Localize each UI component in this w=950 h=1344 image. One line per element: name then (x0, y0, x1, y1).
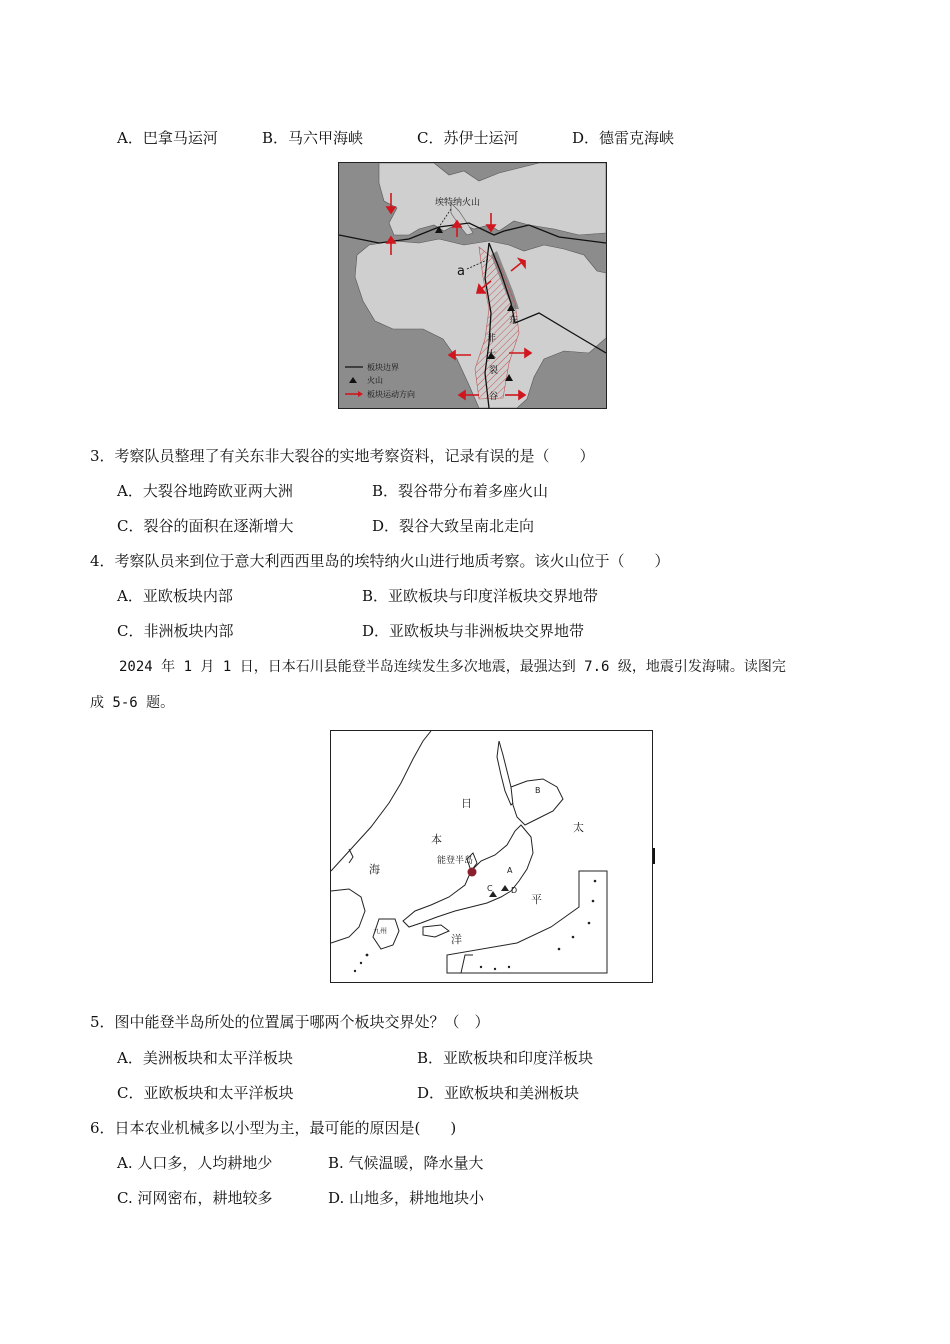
pacific-char-3: 洋 (451, 933, 462, 946)
q2-option-c[interactable]: C．苏伊士运河 (417, 129, 519, 147)
q3-option-a[interactable]: A．大裂谷地跨欧亚两大洲 (117, 482, 293, 500)
japan-map-svg (331, 731, 652, 982)
q4-option-d[interactable]: D．亚欧板块与非洲板块交界地带 (362, 622, 585, 640)
rift-label-char-1: 东 (509, 316, 519, 326)
q4-option-b[interactable]: B．亚欧板块与印度洋板块交界地带 (362, 587, 599, 605)
africa-rift-map (338, 162, 607, 409)
pacific-char-1: 太 (573, 821, 584, 834)
point-b-label: B (535, 786, 541, 795)
q4-option-a[interactable]: A．亚欧板块内部 (117, 587, 233, 605)
q2-option-b[interactable]: B．马六甲海峡 (262, 129, 364, 147)
q4-stem: 4．考察队员来到位于意大利西西里岛的埃特纳火山进行地质考察。该火山位于（ ） (90, 552, 670, 570)
intro-line-2: 成 5-6 题。 (90, 695, 175, 711)
q6-option-d[interactable]: D. 山地多，耕地地块小 (328, 1189, 485, 1207)
africa-rift-map-svg (339, 163, 606, 408)
intro-line-1: 2024 年 1 月 1 日，日本石川县能登半岛连续发生多次地震，最强达到 7.6 级，地震引发海啸。读图完 (119, 659, 786, 675)
korea-coast (331, 889, 365, 943)
shikoku (423, 925, 449, 937)
honshu (403, 825, 533, 927)
legend-direction: 板块运动方向 (367, 390, 415, 399)
rift-label-char-3: 大 (487, 350, 497, 360)
q3-option-c[interactable]: C．裂谷的面积在逐渐增大 (117, 517, 294, 535)
q4-option-c[interactable]: C．非洲板块内部 (117, 622, 234, 640)
q3-option-b[interactable]: B．裂谷带分布着多座火山 (372, 482, 549, 500)
q6-option-c[interactable]: C. 河网密布，耕地较多 (117, 1189, 273, 1207)
q3-stem: 3．考察队员整理了有关东非大裂谷的实地考察资料，记录有误的是（ ） (90, 447, 595, 465)
rift-label-char-2: 非 (487, 334, 497, 344)
legend-boundary: 板块边界 (367, 363, 399, 372)
q6-option-a[interactable]: A. 人口多，人均耕地少 (117, 1154, 273, 1172)
rift-label-char-5: 谷 (489, 392, 499, 402)
noto-dot (468, 868, 477, 877)
legend-volcano: 火山 (367, 376, 383, 385)
q6-stem: 6．日本农业机械多以小型为主，最可能的原因是( ) (90, 1119, 457, 1137)
point-a-label: a (457, 264, 465, 279)
q3-option-d[interactable]: D．裂谷大致呈南北走向 (372, 517, 535, 535)
noto-label: 能登半岛 (437, 856, 474, 866)
point-d-label: D (511, 886, 518, 895)
point-c-label: C (487, 884, 493, 893)
sea-of-japan-char-2: 本 (431, 833, 442, 846)
q2-option-d[interactable]: D．德雷克海峡 (572, 129, 675, 147)
stray-mark (653, 848, 655, 864)
mainland-coast (331, 731, 431, 871)
q5-option-b[interactable]: B．亚欧板块和印度洋板块 (417, 1049, 594, 1067)
rift-label-char-4: 裂 (489, 366, 499, 376)
japan-map (330, 730, 653, 983)
pacific-char-2: 平 (531, 893, 542, 906)
sea-of-japan-char-1: 日 (461, 797, 472, 810)
q2-option-a[interactable]: A．巴拿马运河 (117, 129, 218, 147)
sea-of-japan-char-3: 海 (369, 863, 380, 876)
kyushu-label: 九州 (373, 927, 387, 935)
q5-option-d[interactable]: D．亚欧板块和美洲板块 (417, 1084, 580, 1102)
volcano-label: 埃特纳火山 (435, 198, 481, 208)
q5-option-a[interactable]: A．美洲板块和太平洋板块 (117, 1049, 293, 1067)
q5-stem: 5．图中能登半岛所处的位置属于哪两个板块交界处？（ ） (90, 1013, 490, 1031)
point-a-label: A (507, 866, 513, 875)
q6-option-b[interactable]: B. 气候温暖，降水量大 (328, 1154, 484, 1172)
q5-option-c[interactable]: C．亚欧板块和太平洋板块 (117, 1084, 294, 1102)
